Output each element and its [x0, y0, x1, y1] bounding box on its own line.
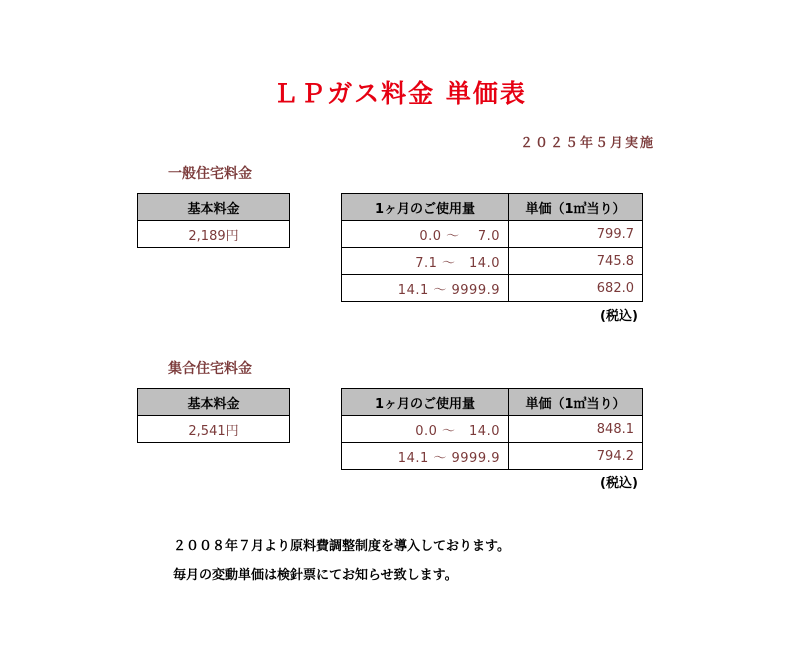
note-line: ２００８年７月より原料費調整制度を導入しております。 [173, 539, 510, 554]
unit-price: 848.1 [509, 416, 643, 443]
page-title: ＬＰガス料金 単価表 [273, 79, 527, 108]
table-row [342, 416, 643, 443]
effective-date: ２０２５年５月実施 [519, 136, 655, 151]
unit-price: 799.7 [509, 221, 643, 248]
unit-price: 745.8 [509, 248, 643, 275]
usage-range: 14.1 ～ 9999.9 [342, 275, 509, 302]
rate-table-apartment [341, 388, 643, 470]
usage-range: 0.0 ～ 7.0 [342, 221, 509, 248]
price-header: 単価（1㎥当り） [509, 389, 643, 416]
rate-table-general [341, 193, 643, 302]
base-fee-header: 基本料金 [138, 194, 290, 221]
table-row [342, 221, 643, 248]
unit-price: 794.2 [509, 443, 643, 470]
range-header: 1ヶ月のご使用量 [342, 389, 509, 416]
note-line: 毎月の変動単価は検針票にてお知らせ致します。 [173, 568, 458, 583]
unit-price: 682.0 [509, 275, 643, 302]
table-row [342, 443, 643, 470]
range-header: 1ヶ月のご使用量 [342, 194, 509, 221]
base-fee-table-general [137, 193, 290, 248]
usage-range: 14.1 ～ 9999.9 [342, 443, 509, 470]
tax-note: (税込) [600, 476, 638, 491]
base-fee-value: 2,541円 [138, 416, 290, 443]
base-fee-value: 2,189円 [138, 221, 290, 248]
section-label-apartment: 集合住宅料金 [168, 361, 252, 377]
table-row [342, 248, 643, 275]
section-label-general: 一般住宅料金 [168, 166, 252, 182]
tax-note: (税込) [600, 309, 638, 324]
base-fee-table-apartment [137, 388, 290, 443]
table-row [342, 275, 643, 302]
base-fee-header: 基本料金 [138, 389, 290, 416]
usage-range: 7.1 ～ 14.0 [342, 248, 509, 275]
usage-range: 0.0 ～ 14.0 [342, 416, 509, 443]
price-header: 単価（1㎥当り） [509, 194, 643, 221]
